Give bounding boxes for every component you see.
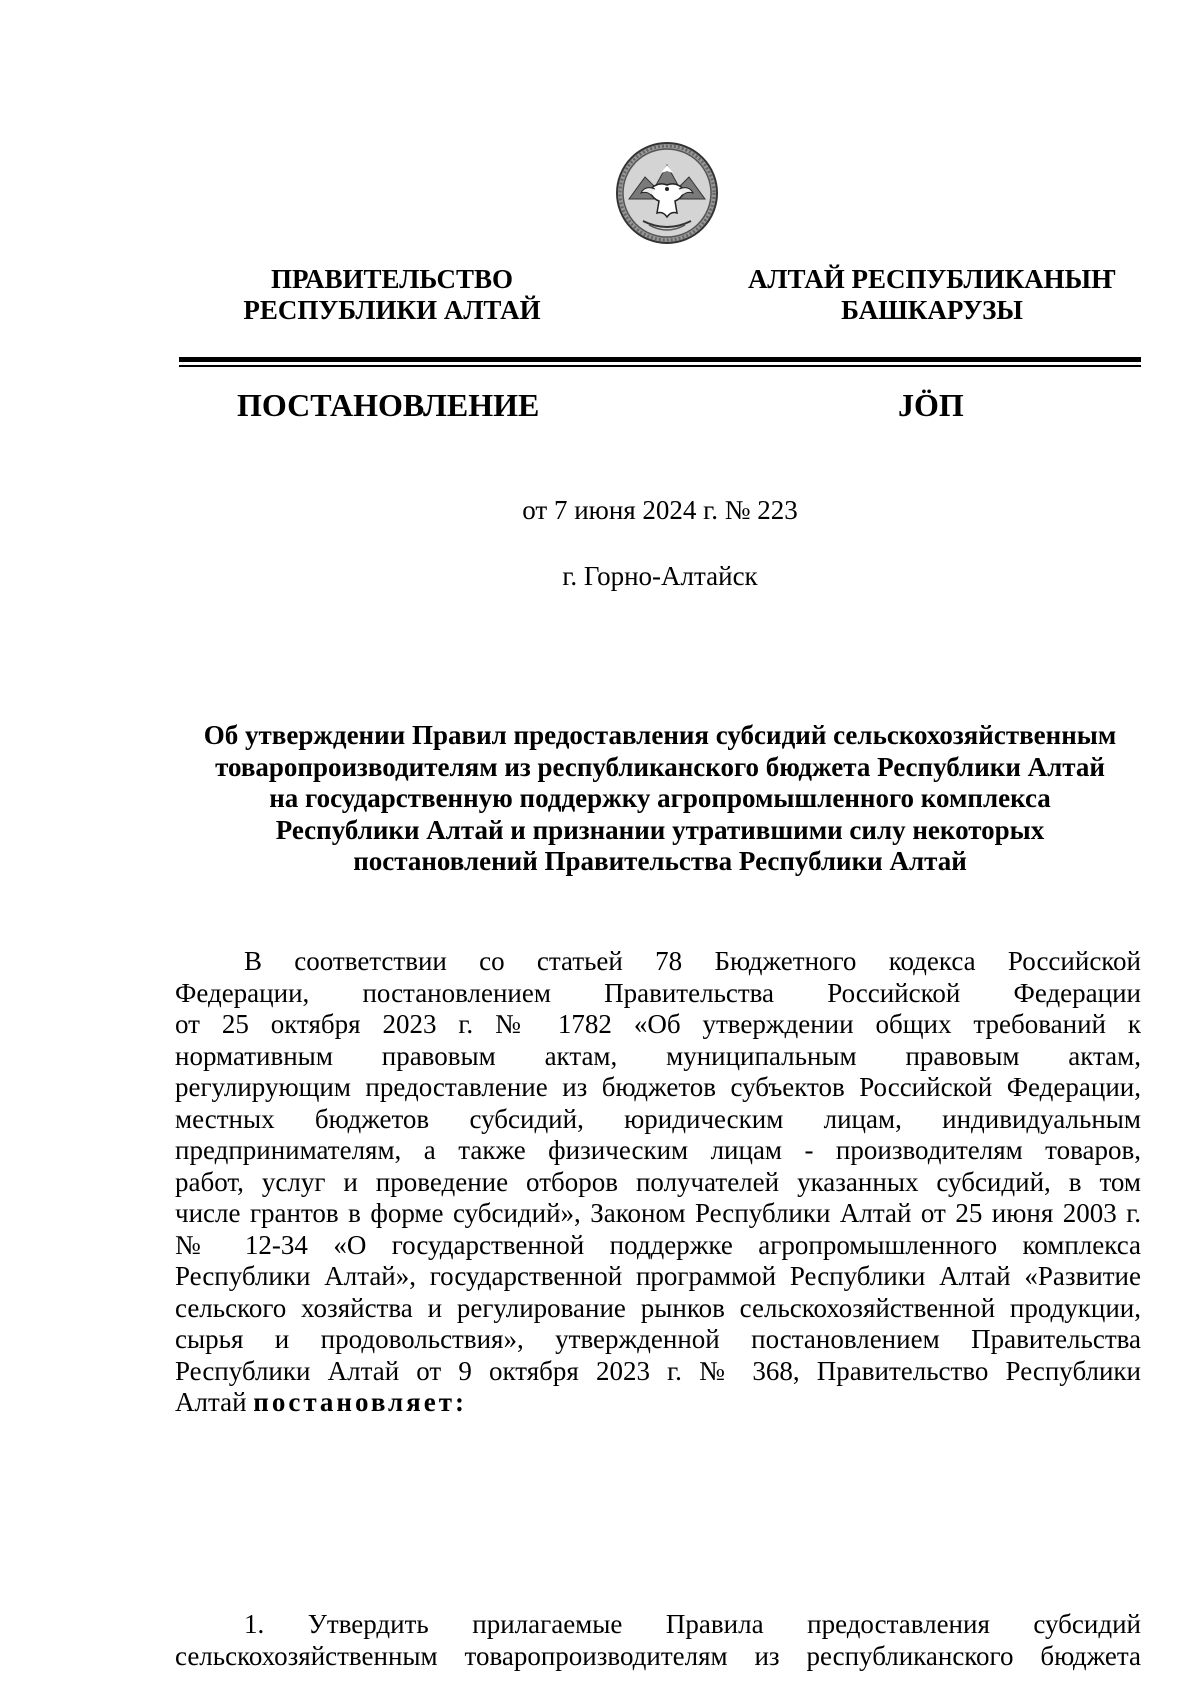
- org-name-altai-line2: БАШКАРУЗЫ: [841, 295, 1023, 325]
- paragraph-line: Федерации, постановлением Правительства Российской Федерации: [175, 977, 1141, 1008]
- paragraph-line: нормативным правовым актам, муниципальным правовым актам,: [175, 1040, 1141, 1071]
- paragraph-line: № 12-34 «О государственной поддержке агропромышленного комплекса: [175, 1229, 1141, 1260]
- paragraph-line: регулирующим предоставление из бюджетов субъектов Российской Федерации,: [175, 1072, 1141, 1102]
- doctype-russian: ПОСТАНОВЛЕНИЕ: [237, 387, 540, 423]
- paragraph-line: предпринимателям, а также физическим лицам - производителям товаров,: [175, 1135, 1141, 1165]
- paragraph-line: сельскохозяйственным товаропроизводителям из республиканского бюджета: [175, 1640, 1141, 1671]
- org-name-russian-line1: ПРАВИТЕЛЬСТВО: [270, 264, 514, 294]
- paragraph-line: от 25 октября 2023 г. № 1782 «Об утверждении общих требований к: [175, 1009, 1141, 1039]
- org-name-altai-line1: АЛТАЙ РЕСПУБЛИКАНЫҤ: [747, 264, 1117, 294]
- title-line: товаропроизводителям из республиканского бюджета Республики Алтай: [215, 751, 1105, 782]
- resolves-keyword: постановляет:: [253, 1387, 468, 1417]
- document-title: [172, 720, 1148, 878]
- paragraph-line: сырья и продовольствия», утвержденной постановлением Правительства: [175, 1324, 1141, 1354]
- org-name-russian: [222, 264, 562, 326]
- paragraph-line: числе грантов в форме субсидий», Законом Республики Алтай от 25 июня 2003 г.: [175, 1198, 1141, 1228]
- org-name-altai: [722, 264, 1142, 326]
- paragraph-line: В соответствии со статьей 78 Бюджетного кодекса Российской: [244, 946, 1141, 976]
- title-line: Республики Алтай и признании утратившими силу некоторых: [275, 814, 1045, 845]
- paragraph-line: местных бюджетов субсидий, юридическим лицам, индивидуальным: [175, 1103, 1141, 1134]
- paragraph-line: Республики Алтай от 9 октября 2023 г. № 368, Правительство Республики: [175, 1355, 1141, 1386]
- org-name-russian-line2: РЕСПУБЛИКИ АЛТАЙ: [243, 295, 541, 325]
- document-date-number: от 7 июня 2024 г. № 223: [522, 495, 798, 525]
- paragraph-line: 1. Утвердить прилагаемые Правила предоставления субсидий: [244, 1609, 1141, 1639]
- doctype-altai: JÖП: [898, 387, 964, 423]
- title-line: Об утверждении Правил предоставления субсидий сельскохозяйственным: [203, 720, 1117, 750]
- header-divider-thick: [179, 357, 1141, 362]
- paragraph-last-prefix: Алтай: [175, 1387, 247, 1417]
- paragraph-line: Республики Алтай», государственной программой Республики Алтай «Развитие: [175, 1261, 1141, 1291]
- paragraph-line: сельского хозяйства и регулирование рынков сельскохозяйственной продукции,: [175, 1292, 1141, 1323]
- document-city: г. Горно-Алтайск: [562, 561, 758, 591]
- resolution-item-1: [175, 1609, 1141, 1672]
- title-line: постановлений Правительства Республики Алтай: [353, 846, 967, 876]
- coat-of-arms-emblem: [615, 141, 719, 245]
- header-divider-thin: [179, 365, 1141, 367]
- preamble-paragraph: [175, 946, 1141, 1419]
- paragraph-line: работ, услуг и проведение отборов получателей указанных субсидий, в том: [175, 1166, 1141, 1197]
- paragraph-last-line: [175, 1387, 1141, 1419]
- title-line: на государственную поддержку агропромышленного комплекса: [269, 783, 1051, 813]
